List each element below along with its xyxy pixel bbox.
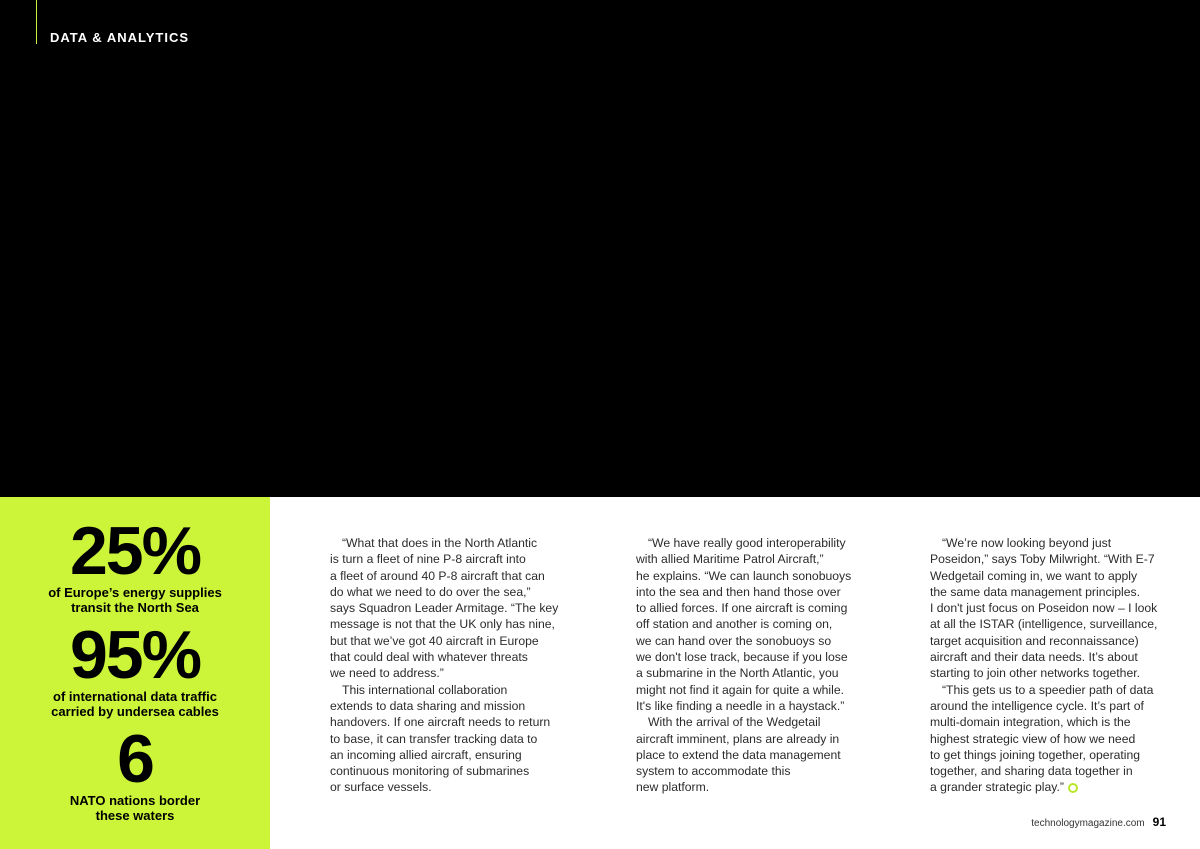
stat-energy bbox=[0, 513, 270, 615]
paragraph-text: “This gets us to a speedier path of data around the intelligence cycle. It’s part of multi-domain integration, which is the highest strategic view of how we need to get things joining together, operating together, and sharing data together in a grander strategic play.” bbox=[930, 682, 1154, 795]
stat-description: NATO nations border these waters bbox=[69, 793, 201, 823]
paragraph-last bbox=[930, 682, 1170, 796]
stat-nato-nations bbox=[0, 721, 270, 823]
paragraph: “What that does in the North Atlantic is turn a fleet of nine P-8 aircraft into a fleet of around 40 P-8 aircraft that can do what we need to do over the sea,” says Squadron Leader Armitage. “The key message is not that the UK only has nine, but that we’ve got 40 aircraft in Europe that could deal with whatever threats we need to address.” bbox=[330, 536, 559, 681]
article-column-2 bbox=[636, 535, 876, 796]
stat-description: of international data traffic carried by undersea cables bbox=[51, 689, 219, 719]
paragraph: With the arrival of the Wedgetail aircraft imminent, plans are already in place to extend the data management system to accommodate this new platform. bbox=[636, 715, 841, 795]
section-label: DATA & ANALYTICS bbox=[50, 30, 190, 45]
stat-value: 6 bbox=[117, 721, 153, 797]
stat-value: 25% bbox=[69, 513, 201, 589]
article-column-1 bbox=[330, 535, 570, 796]
paragraph: “We’re now looking beyond just Poseidon,” says Toby Milwright. “With E-7 Wedgetail coming in, we want to apply the same data management principles. I don't just focus on Poseidon now – I look at all the ISTAR (intelligence, surveillance, target acquisition and reconnaissance) aircraft and their data needs. It’s about starting to join other networks together. bbox=[930, 536, 1158, 681]
article-column-3 bbox=[930, 535, 1170, 796]
paragraph: “We have really good interoperability with allied Maritime Patrol Aircraft,” he explains. “We can launch sonobuoys into the sea and then hand those over to allied forces. If one aircraft is coming off station and another is coming on, we can hand over the sonobuoys so we don't lose track, because if you lose a submarine in the North Atlantic, you might not find it again for quite a while. It's like finding a needle in a haystack.” bbox=[636, 536, 852, 713]
header-rule bbox=[36, 0, 37, 44]
stats-panel bbox=[0, 497, 270, 849]
stat-value: 95% bbox=[69, 617, 201, 693]
page-number: 91 bbox=[1152, 815, 1166, 829]
stat-description: of Europe’s energy supplies transit the North Sea bbox=[48, 585, 222, 615]
website-url: technologymagazine.com bbox=[1031, 818, 1145, 829]
page-footer bbox=[1031, 815, 1166, 829]
end-mark-icon bbox=[1068, 783, 1078, 793]
stat-data-traffic bbox=[0, 617, 270, 719]
paragraph: This international collaboration extends to data sharing and mission handovers. If one aircraft needs to return to base, it can transfer tracking data to an incoming allied aircraft, ensuring continuous monitoring of submarines or surface vessels. bbox=[330, 682, 551, 795]
